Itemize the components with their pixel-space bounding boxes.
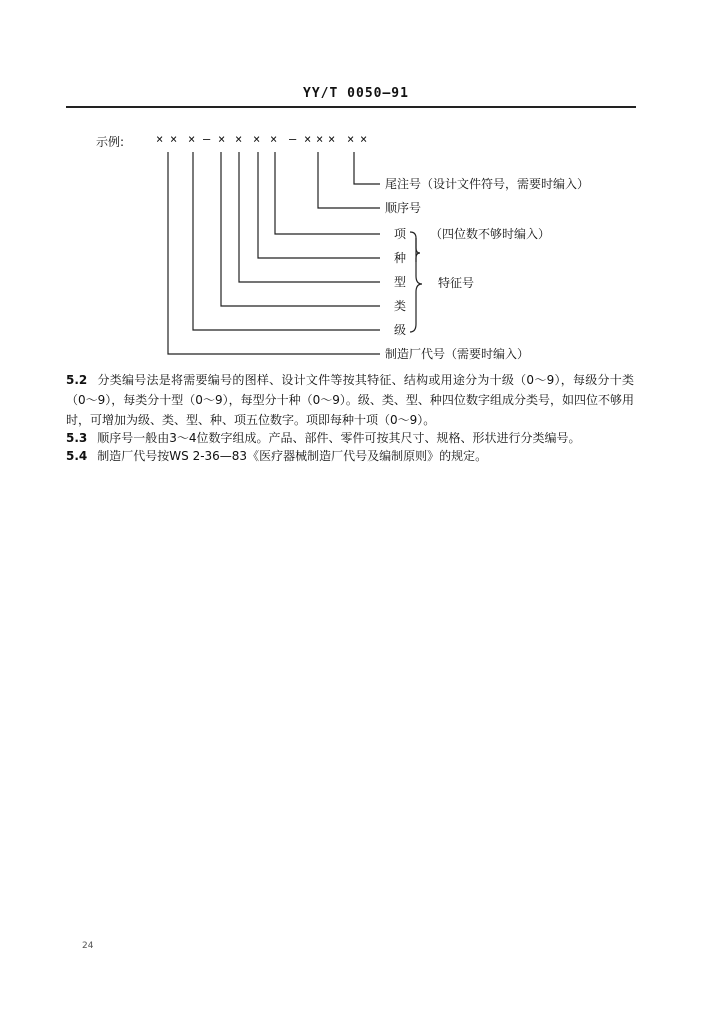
section-number: 5.4 — [66, 449, 88, 463]
leader-suffix — [354, 152, 380, 184]
label-suffix: 尾注号（设计文件符号，需要时编入） — [385, 177, 590, 191]
code-char-sequence-2: × — [316, 132, 324, 146]
section-text: 顺序号一般由3～4位数字组成。产品、部件、零件可按其尺寸、规格、形状进行分类编号。 — [97, 431, 581, 445]
code-char-suffix-2: × — [360, 132, 368, 146]
header-standard-number: YY/T 0050—91 — [303, 86, 409, 101]
leader-sequence — [318, 152, 380, 208]
label-sequence: 顺序号 — [385, 201, 422, 215]
section-5-3 — [66, 428, 634, 448]
code-char-item: × — [270, 132, 278, 146]
code-char-category: × — [218, 132, 226, 146]
code-char-suffix-1: × — [347, 132, 355, 146]
leader-manufacturer — [168, 152, 380, 354]
leader-item — [275, 152, 380, 234]
label-category: 类 — [394, 299, 407, 313]
code-char-manufacturer-2: × — [170, 132, 178, 146]
section-5-2 — [66, 370, 634, 430]
section-text: 分类编号法是将需要编号的图样、设计文件等按其特征、结构或用途分为十级（0～9），每级分十类（0～9），每类分十型（0～9），每型分十种（0～9）。级、类、型、种四位数字组成分类号，如四位不够用时，可增加为级、类、型、种、项五位数字。项即每种十项（0～9）。 — [66, 373, 634, 427]
label-kind: 种 — [394, 251, 407, 265]
code-char-level: × — [188, 132, 196, 146]
label-four-digit-note: （四位数不够时编入） — [430, 227, 551, 241]
section-5-4 — [66, 446, 634, 466]
code-char-manufacturer-1: × — [156, 132, 164, 146]
label-level: 级 — [394, 323, 407, 337]
leader-kind — [258, 152, 380, 258]
example-label: 示例: — [96, 135, 125, 149]
code-char-dash-2: — — [289, 132, 297, 146]
label-item: 项 — [394, 227, 407, 241]
code-char-sequence-1: × — [304, 132, 312, 146]
code-char-kind: × — [253, 132, 261, 146]
brace-four-digit — [410, 232, 420, 262]
section-text: 制造厂代号按WS 2-36—83《医疗器械制造厂代号及编制原则》的规定。 — [97, 449, 488, 463]
page-number: 24 — [82, 941, 94, 951]
code-char-dash-1: — — [203, 132, 211, 146]
section-number: 5.3 — [66, 431, 88, 445]
section-number: 5.2 — [66, 373, 88, 387]
leader-category — [221, 152, 380, 306]
leader-model — [239, 152, 380, 282]
brace-feature — [410, 238, 422, 332]
label-model: 型 — [394, 275, 407, 289]
code-char-model: × — [235, 132, 243, 146]
label-feature-number: 特征号 — [438, 276, 475, 290]
code-char-sequence-3: × — [328, 132, 336, 146]
label-manufacturer: 制造厂代号（需要时编入） — [385, 347, 530, 361]
